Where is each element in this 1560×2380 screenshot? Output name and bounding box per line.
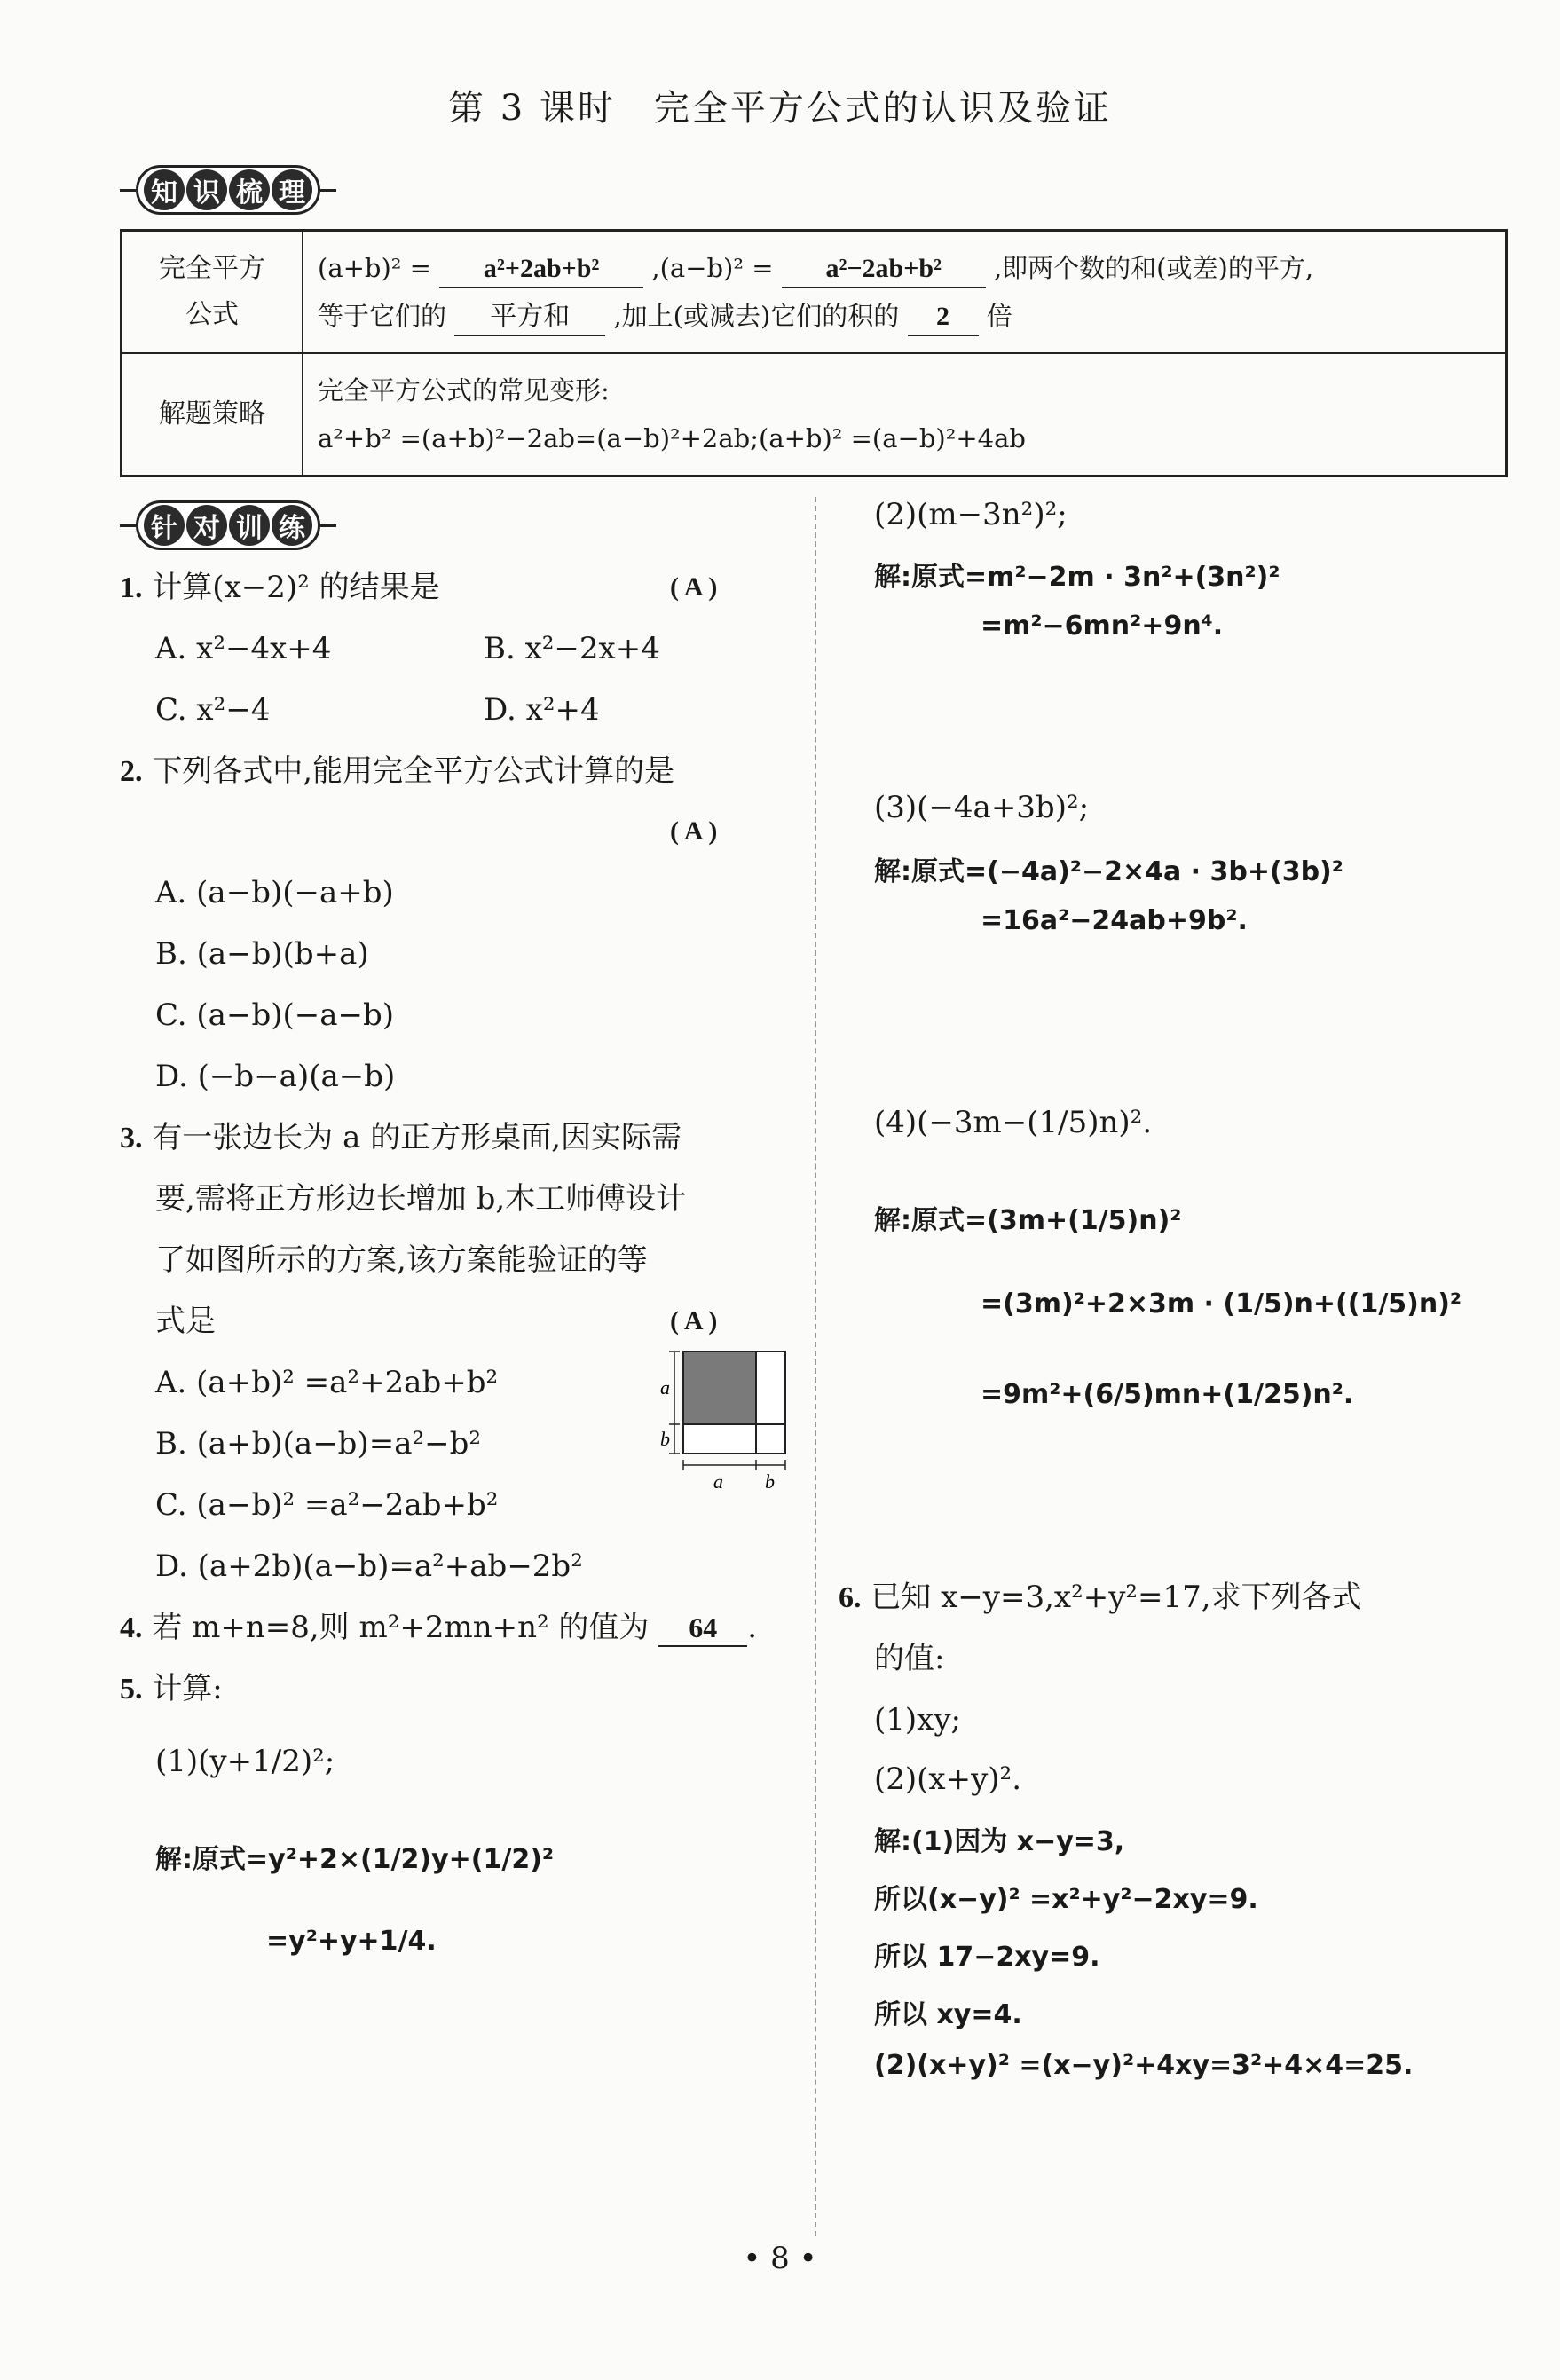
badge-char: 识 (186, 169, 227, 210)
question-3-stem-line: 3. 有一张边长为 a 的正方形桌面,因实际需 (120, 1120, 682, 1155)
solution-line: =9m²+(6/5)mn+(1/25)n². (981, 1379, 1354, 1410)
question-3-stem-line: 式是 (155, 1304, 216, 1339)
solution-line: =16a²−24ab+9b². (981, 905, 1248, 936)
formula-row (122, 231, 1507, 354)
section-badge-practice (120, 500, 336, 550)
solution-line: 解:原式=(3m+(1/5)n)² (874, 1205, 1182, 1236)
fig-label-a-left: a (660, 1376, 670, 1399)
solution-line: =(3m)²+2×3m · (1/5)n+((1/5)n)² (981, 1289, 1462, 1320)
question-1-option: C. x²−4 (155, 692, 271, 728)
question-3-answer: ( A ) (670, 1306, 718, 1336)
formula-text: ,加上(或减去)它们的积的 (613, 301, 900, 331)
question-1-option: B. x²−2x+4 (484, 631, 660, 666)
strategy-row (122, 353, 1507, 477)
badge-char: 梳 (229, 169, 270, 210)
head-line: 完全平方 (159, 253, 265, 284)
question-2-stem: 2. 下列各式中,能用完全平方公式计算的是 (120, 753, 675, 789)
square-extension-figure (657, 1344, 799, 1495)
badge-char: 理 (272, 169, 312, 210)
question-2-option: B. (a−b)(b+a) (155, 936, 369, 972)
question-1-stem: 1. 计算(x−2)² 的结果是 (120, 570, 440, 605)
section-badge-knowledge (120, 165, 336, 215)
solution-line: =y²+y+1/4. (266, 1926, 437, 1957)
question-1-option: A. x²−4x+4 (155, 631, 332, 666)
question-2-option: C. (a−b)(−a−b) (155, 997, 395, 1033)
solution-line: 所以 xy=4. (874, 1999, 1022, 2030)
badge-char: 训 (229, 505, 270, 546)
question-6-part: (1)xy; (874, 1702, 961, 1738)
head-line: 公式 (185, 299, 239, 330)
solution-line: 解:(1)因为 x−y=3, (874, 1826, 1125, 1857)
summary-table (120, 229, 1508, 477)
question-3-option: C. (a−b)² =a²−2ab+b² (155, 1487, 499, 1523)
badge-char: 知 (144, 169, 185, 210)
formula-text: ,即两个数的和(或差)的平方, (993, 253, 1314, 283)
solution-line: 解:原式=m²−2m · 3n²+(3n²)² (874, 562, 1280, 593)
question-3-stem-line: 要,需将正方形边长增加 b,木工师傅设计 (155, 1181, 687, 1217)
question-3-option: D. (a+2b)(a−b)=a²+ab−2b² (155, 1549, 583, 1584)
formula-row-body (303, 231, 1507, 354)
column-divider (815, 497, 816, 2236)
fig-label-b-left: b (660, 1428, 670, 1450)
strategy-row-head: 解题策略 (122, 353, 303, 477)
formula-text: (a+b)² = (318, 253, 431, 283)
question-5-part-3: (3)(−4a+3b)²; (874, 790, 1090, 825)
blank-answer: 平方和 (454, 299, 605, 336)
badge-char: 练 (272, 505, 312, 546)
fig-label-b-bottom: b (765, 1470, 775, 1493)
solution-line: =m²−6mn²+9n⁴. (981, 611, 1224, 642)
solution-line: 所以(x−y)² =x²+y²−2xy=9. (874, 1884, 1258, 1915)
page-title: 第 3 课时 完全平方公式的认识及验证 (448, 88, 1112, 129)
blank-answer: a²+2ab+b² (439, 251, 643, 288)
badge-char: 对 (186, 505, 227, 546)
blank-answer: 2 (908, 299, 979, 336)
strategy-line: a²+b² =(a+b)²−2ab=(a−b)²+2ab;(a+b)² =(a−b)²+4ab (318, 423, 1026, 453)
question-2-answer: ( A ) (670, 816, 718, 846)
question-4: 4. 若 m+n=8,则 m²+2mn+n² 的值为 64 . (120, 1610, 758, 1645)
formula-text: 等于它们的 (318, 301, 447, 331)
fig-label-a-bottom: a (713, 1470, 723, 1493)
badge-char: 针 (144, 505, 185, 546)
solution-line: 解:原式=y²+2×(1/2)y+(1/2)² (155, 1844, 555, 1875)
question-6-stem-line: 6. 已知 x−y=3,x²+y²=17,求下列各式 (839, 1580, 1362, 1615)
blank-answer: 64 (658, 1610, 747, 1647)
question-5-stem: 5. 计算: (120, 1671, 223, 1706)
question-1-option: D. x²+4 (484, 692, 600, 728)
question-2-option: D. (−b−a)(a−b) (155, 1059, 396, 1094)
blank-answer: a²−2ab+b² (782, 251, 986, 288)
question-5-part-1: (1)(y+1/2)²; (155, 1744, 335, 1779)
question-3-stem-line: 了如图所示的方案,该方案能验证的等 (155, 1242, 648, 1278)
question-5-part-2: (2)(m−3n²)²; (874, 497, 1068, 532)
question-3-option: A. (a+b)² =a²+2ab+b² (155, 1365, 499, 1400)
formula-text: ,(a−b)² = (651, 253, 774, 283)
strategy-line: 完全平方公式的常见变形: (318, 375, 610, 406)
solution-line: 所以 17−2xy=9. (874, 1942, 1100, 1973)
solution-line: (2)(x+y)² =(x−y)²+4xy=3²+4×4=25. (874, 2050, 1414, 2081)
question-1-answer: ( A ) (670, 572, 718, 602)
solution-line: 解:原式=(−4a)²−2×4a · 3b+(3b)² (874, 856, 1343, 887)
formula-row-head (122, 231, 303, 354)
question-3-option: B. (a+b)(a−b)=a²−b² (155, 1426, 481, 1462)
strategy-row-body (303, 353, 1507, 477)
question-2-option: A. (a−b)(−a+b) (155, 875, 394, 910)
question-5-part-4: (4)(−3m−(1/5)n)². (874, 1105, 1153, 1140)
question-6-part: (2)(x+y)². (874, 1761, 1021, 1797)
formula-text: 倍 (986, 301, 1012, 331)
page-number: • 8 • (743, 2241, 817, 2276)
question-6-stem-line: 的值: (874, 1641, 945, 1676)
